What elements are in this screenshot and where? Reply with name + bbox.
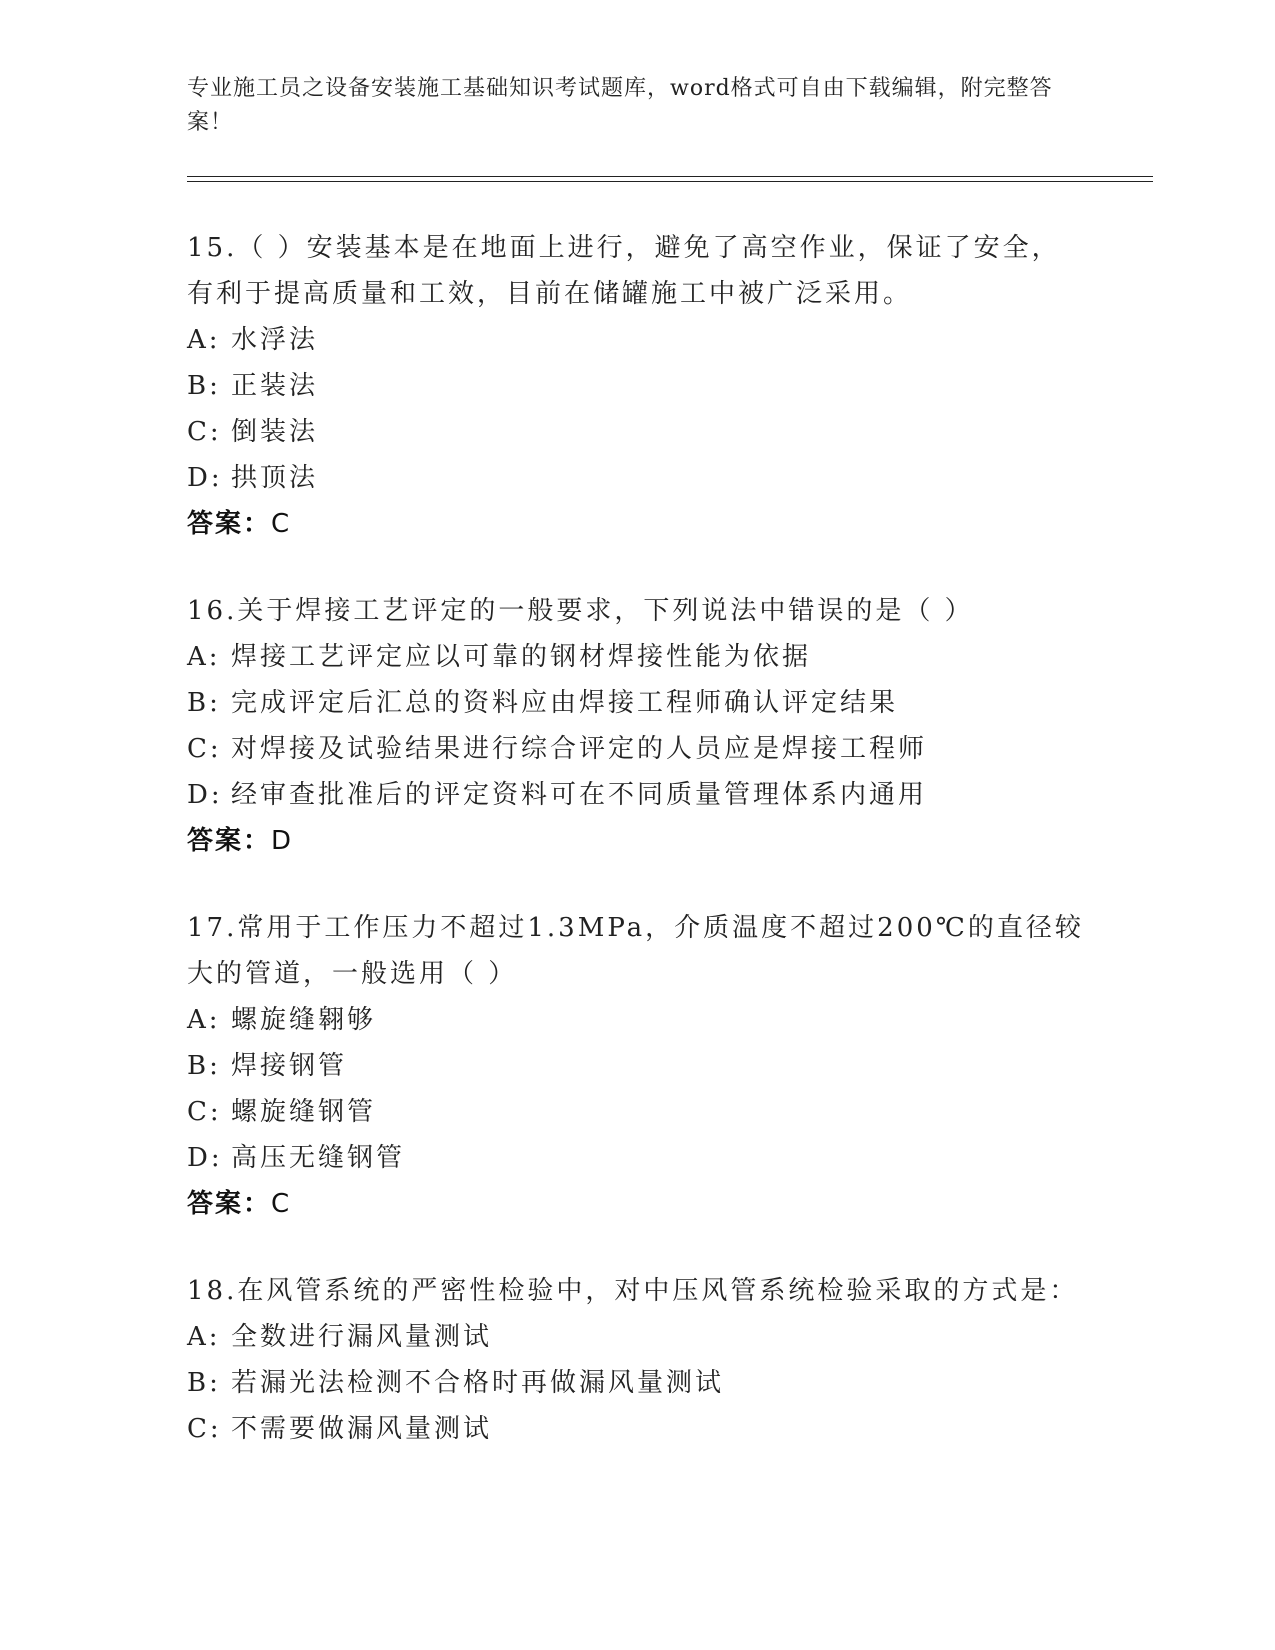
option-text: 完成评定后汇总的资料应由焊接工程师确认评定结果 bbox=[231, 688, 899, 718]
answer-label: 答案： bbox=[187, 826, 272, 856]
option-c bbox=[187, 1089, 1087, 1135]
option-key: D: bbox=[187, 463, 223, 493]
option-text: 对焊接及试验结果进行综合评定的人员应是焊接工程师 bbox=[231, 734, 928, 764]
answer-label: 答案： bbox=[187, 1189, 272, 1219]
answer-label: 答案： bbox=[187, 509, 272, 539]
answer-line bbox=[187, 818, 1087, 864]
option-key: D: bbox=[187, 780, 223, 810]
option-text: 焊接工艺评定应以可靠的钢材焊接性能为依据 bbox=[231, 642, 812, 672]
document-header: 专业施工员之设备安装施工基础知识考试题库，word格式可自由下载编辑，附完整答案！ bbox=[187, 76, 1053, 135]
header-divider-top bbox=[187, 176, 1153, 177]
option-text: 螺旋缝翱够 bbox=[231, 1005, 377, 1035]
option-key: C: bbox=[187, 1097, 222, 1127]
question-18 bbox=[187, 1268, 1087, 1452]
question-15 bbox=[187, 225, 1087, 547]
option-b bbox=[187, 680, 1087, 726]
question-16 bbox=[187, 588, 1087, 864]
option-text: 水浮法 bbox=[231, 325, 319, 355]
option-c bbox=[187, 726, 1087, 772]
question-stem: 18.在风管系统的严密性检验中，对中压风管系统检验采取的方式是： bbox=[187, 1276, 1079, 1306]
option-text: 高压无缝钢管 bbox=[231, 1143, 406, 1173]
header-divider-bottom bbox=[187, 181, 1153, 182]
option-key: D: bbox=[187, 1143, 223, 1173]
question-stem: 17.常用于工作压力不超过1.3MPa，介质温度不超过200℃的直径较大的管道，一般选用（ ） bbox=[187, 913, 1084, 989]
option-key: B: bbox=[187, 688, 221, 718]
answer-line bbox=[187, 501, 1087, 547]
option-b bbox=[187, 363, 1087, 409]
option-d bbox=[187, 772, 1087, 818]
option-text: 若漏光法检测不合格时再做漏风量测试 bbox=[231, 1368, 725, 1398]
option-text: 全数进行漏风量测试 bbox=[231, 1322, 493, 1352]
option-key: A: bbox=[187, 1322, 221, 1352]
question-stem: 15.（ ）安装基本是在地面上进行，避免了高空作业，保证了安全，有利于提高质量和工效，目前在储罐施工中被广泛采用。 bbox=[187, 233, 1061, 309]
answer-value: D bbox=[271, 826, 294, 856]
option-text: 不需要做漏风量测试 bbox=[231, 1414, 493, 1444]
option-text: 拱顶法 bbox=[231, 463, 319, 493]
option-key: C: bbox=[187, 734, 222, 764]
option-key: B: bbox=[187, 1051, 221, 1081]
option-b bbox=[187, 1043, 1087, 1089]
option-text: 螺旋缝钢管 bbox=[231, 1097, 377, 1127]
question-17 bbox=[187, 905, 1087, 1227]
option-text: 经审查批准后的评定资料可在不同质量管理体系内通用 bbox=[231, 780, 928, 810]
option-key: A: bbox=[187, 1005, 221, 1035]
option-key: C: bbox=[187, 1414, 222, 1444]
answer-value: C bbox=[271, 1189, 292, 1219]
question-stem: 16.关于焊接工艺评定的一般要求，下列说法中错误的是（ ） bbox=[187, 596, 974, 626]
option-key: B: bbox=[187, 371, 221, 401]
option-a bbox=[187, 634, 1087, 680]
option-text: 正装法 bbox=[231, 371, 319, 401]
option-text: 倒装法 bbox=[231, 417, 319, 447]
option-key: A: bbox=[187, 325, 221, 355]
option-d bbox=[187, 455, 1087, 501]
option-text: 焊接钢管 bbox=[231, 1051, 348, 1081]
option-c bbox=[187, 1406, 1087, 1452]
answer-value: C bbox=[271, 509, 292, 539]
option-a bbox=[187, 317, 1087, 363]
option-b bbox=[187, 1360, 1087, 1406]
option-a bbox=[187, 997, 1087, 1043]
answer-line bbox=[187, 1181, 1087, 1227]
option-key: A: bbox=[187, 642, 221, 672]
option-a bbox=[187, 1314, 1087, 1360]
option-d bbox=[187, 1135, 1087, 1181]
option-c bbox=[187, 409, 1087, 455]
option-key: B: bbox=[187, 1368, 221, 1398]
option-key: C: bbox=[187, 417, 222, 447]
